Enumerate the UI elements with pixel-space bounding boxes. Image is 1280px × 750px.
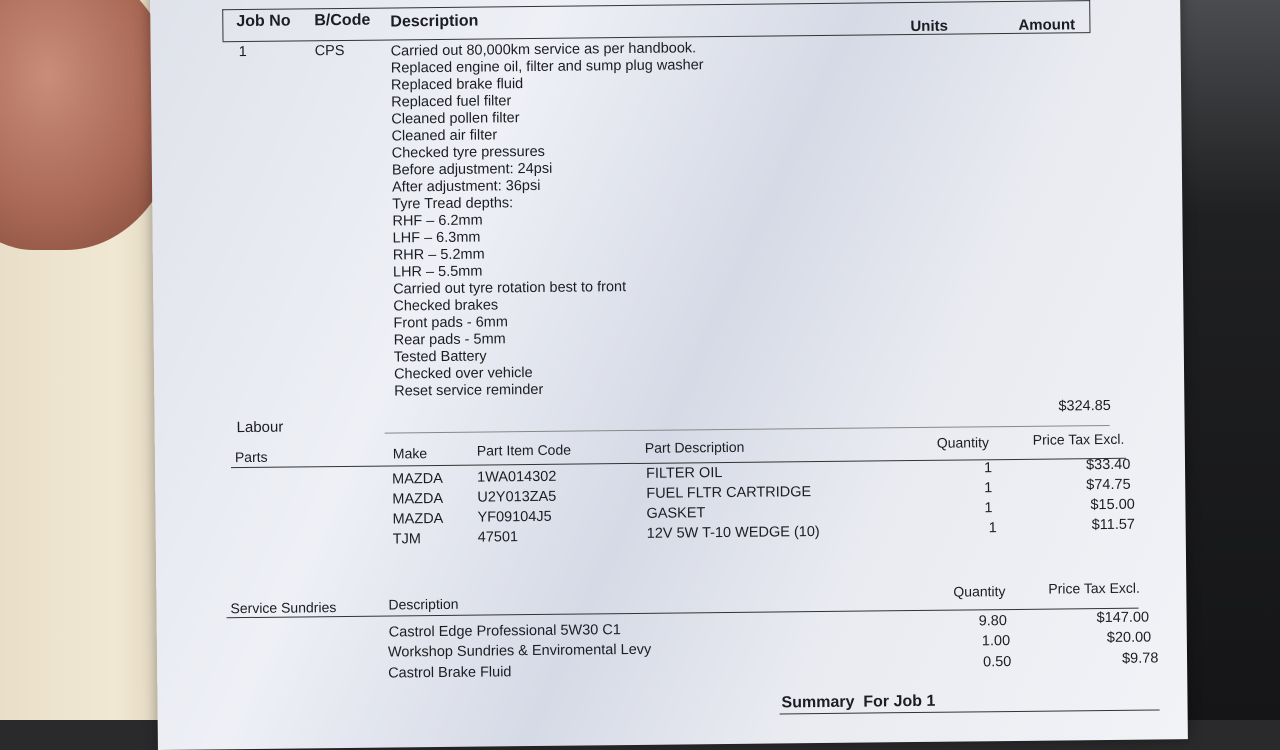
desc-line: Replaced brake fluid — [390, 76, 524, 94]
desc-line: Front pads - 6mm — [393, 314, 509, 332]
part-price: $15.00 — [1090, 496, 1135, 514]
part-desc: GASKET — [646, 505, 706, 522]
part-qty: 1 — [984, 500, 993, 517]
desc-line: LHR – 5.5mm — [392, 263, 483, 281]
part-price: $74.75 — [1086, 476, 1131, 494]
desc-line: Tested Battery — [393, 348, 487, 366]
part-qty: 1 — [988, 520, 997, 537]
desc-line: Reset service reminder — [394, 381, 544, 400]
part-desc: FUEL FLTR CARTRIDGE — [646, 484, 812, 502]
parts-col-qty: Quantity — [936, 434, 990, 451]
sundries-col-desc: Description — [388, 595, 459, 613]
part-code: U2Y013ZA5 — [477, 488, 557, 506]
sundry-qty: 9.80 — [978, 613, 1007, 630]
parts-col-code: Part Item Code — [476, 441, 572, 459]
sundry-qty: 1.00 — [981, 633, 1011, 650]
desc-line: Replaced engine oil, filter and sump plug washer — [390, 57, 704, 77]
labour-label: Labour — [236, 418, 284, 437]
desc-line: Tyre Tread depths: — [392, 195, 514, 213]
part-make: MAZDA — [392, 510, 444, 528]
sundry-price: $20.00 — [1106, 629, 1152, 647]
sundries-col-qty: Quantity — [953, 583, 1006, 600]
col-b-code: B/Code — [314, 11, 371, 30]
desc-line: Checked over vehicle — [393, 365, 533, 383]
desc-line: Checked brakes — [393, 297, 499, 315]
desc-line: Checked tyre pressures — [391, 143, 545, 162]
desc-line: Carried out tyre rotation best to front — [393, 279, 627, 298]
part-qty: 1 — [984, 480, 993, 497]
part-desc: 12V 5W T-10 WEDGE (10) — [646, 524, 820, 542]
part-desc: FILTER OIL — [646, 465, 723, 482]
sundry-price: $9.78 — [1121, 650, 1159, 667]
sundries-label: Service Sundries — [230, 599, 337, 617]
desc-line: LHF – 6.3mm — [392, 229, 481, 247]
parts-col-make: Make — [392, 445, 428, 462]
job-bcode: CPS — [314, 42, 345, 60]
sundry-desc: Castrol Brake Fluid — [388, 664, 512, 682]
sundry-desc: Workshop Sundries & Enviromental Levy — [387, 641, 652, 661]
part-price: $33.40 — [1085, 456, 1131, 474]
part-make: TJM — [392, 531, 422, 548]
part-price: $11.57 — [1091, 516, 1136, 534]
job-number: 1 — [238, 43, 247, 61]
labour-amount: $324.85 — [1058, 397, 1111, 415]
sundry-qty: 0.50 — [983, 654, 1012, 671]
desc-line: After adjustment: 36psi — [391, 177, 541, 196]
labour-rule — [385, 425, 1110, 434]
header-left-rule — [222, 9, 223, 41]
summary-title: Summary For Job 1 — [781, 692, 936, 712]
col-units: Units — [910, 17, 949, 36]
parts-label: Parts — [234, 448, 268, 466]
part-make: MAZDA — [392, 490, 444, 508]
col-description: Description — [390, 12, 479, 31]
desc-line: RHF – 6.2mm — [392, 212, 483, 230]
desc-line: Cleaned air filter — [391, 127, 498, 145]
part-code: 47501 — [477, 529, 519, 546]
desc-line: Carried out 80,000km service as per handbook. — [390, 40, 697, 60]
header-top-rule — [222, 0, 1090, 10]
parts-col-price: Price Tax Excl. — [1032, 430, 1125, 448]
part-code: YF09104J5 — [477, 508, 552, 526]
desc-line: Cleaned pollen filter — [391, 110, 520, 128]
desc-line: Before adjustment: 24psi — [391, 160, 553, 179]
col-amount: Amount — [1018, 16, 1076, 34]
desc-line: Replaced fuel filter — [391, 93, 512, 111]
desc-line: Rear pads - 5mm — [393, 331, 506, 349]
part-make: MAZDA — [392, 470, 443, 488]
sundries-col-price: Price Tax Excl. — [1048, 579, 1140, 597]
sundry-desc: Castrol Edge Professional 5W30 C1 — [388, 622, 621, 641]
desc-line: RHR – 5.2mm — [392, 246, 485, 264]
sundry-price: $147.00 — [1096, 609, 1150, 627]
parts-col-desc: Part Description — [644, 438, 745, 456]
col-job-no: Job No — [236, 12, 291, 31]
part-code: 1WA014302 — [477, 468, 557, 486]
invoice-paper — [150, 0, 1188, 750]
header-right-rule — [1089, 0, 1090, 32]
part-qty: 1 — [983, 460, 993, 477]
